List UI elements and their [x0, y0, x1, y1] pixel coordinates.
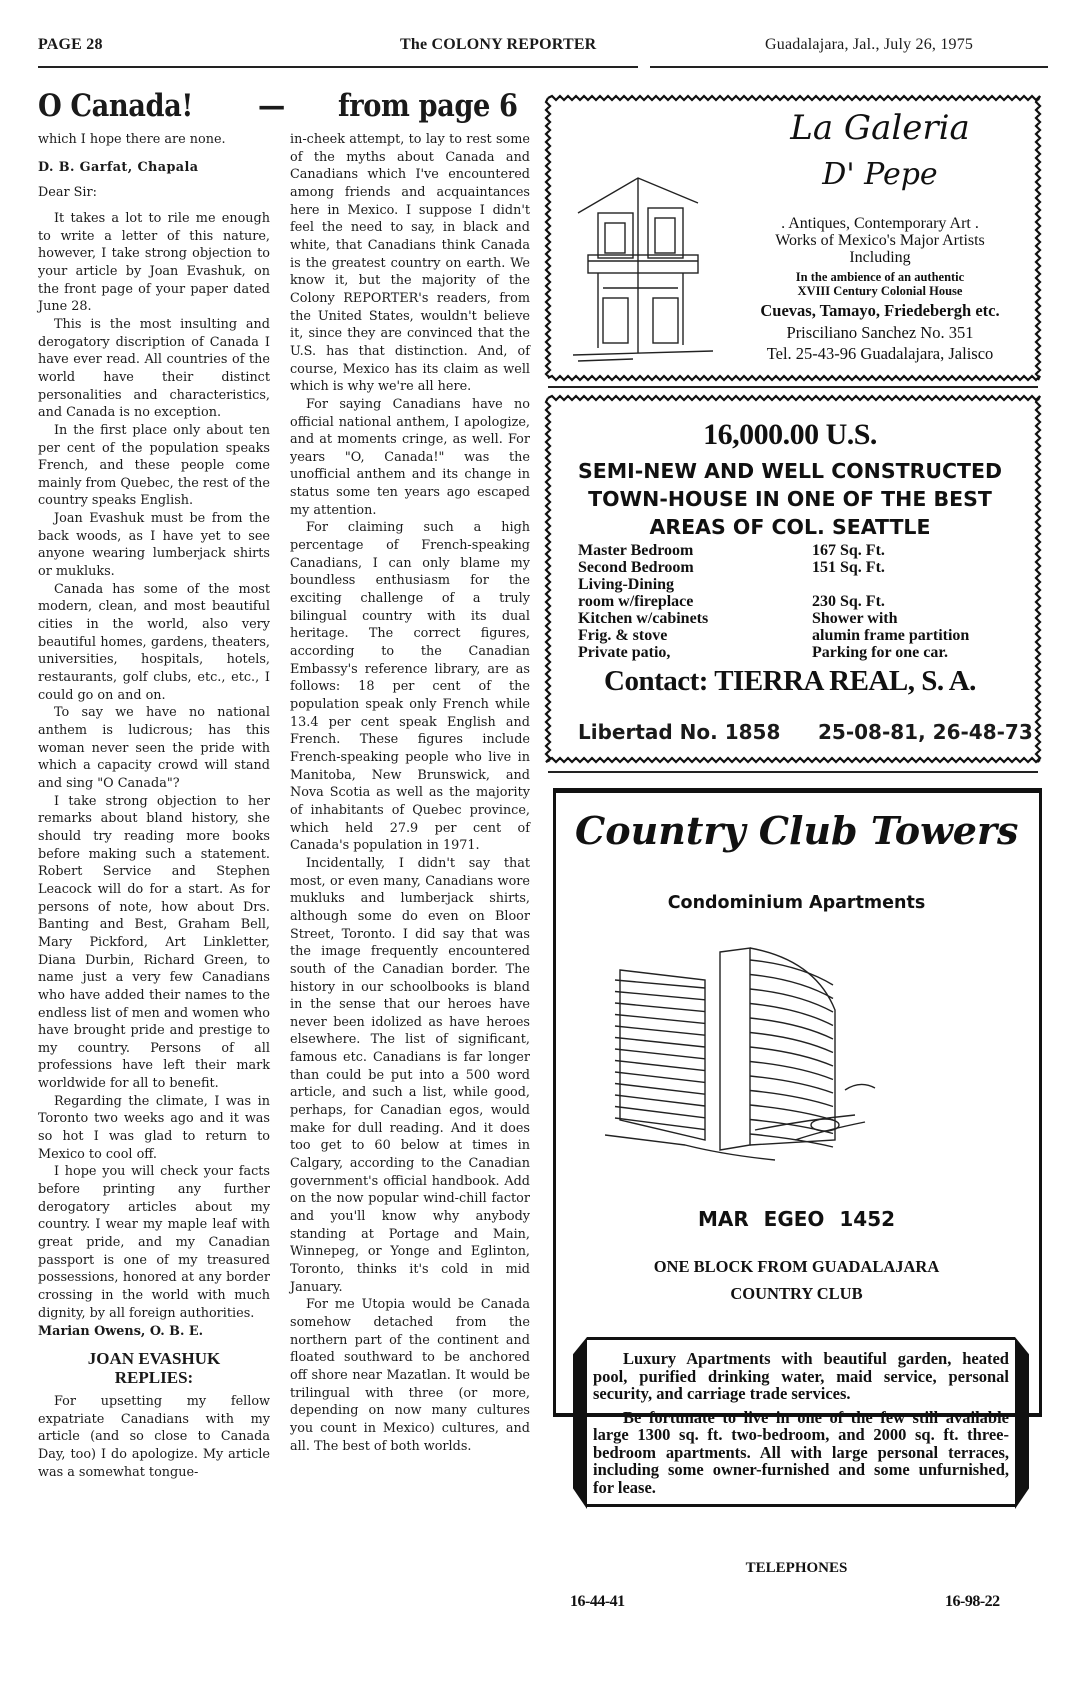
galeria-line: XVIII Century Colonial House — [797, 284, 963, 298]
headline-line: SEMI-NEW AND WELL CONSTRUCTED — [577, 459, 1003, 483]
townhouse-phones: 25-08-81, 26-48-73 — [818, 720, 1033, 744]
phone-left: 16-44-41 — [570, 1593, 625, 1610]
description-paragraph: Be fortunate to live in one of the few still available large 1300 sq. ft. two-bedroom, and 2000 sq. ft. three-bedroom apartments. All with large personal terraces, including some owner-furnished and some unfurnished, for lease. — [593, 1407, 1009, 1497]
paragraph: To say we have no national anthem is ludicrous; has this woman never seen the pride with which a capacity crowd will stand and sing "O Canada"? — [38, 705, 270, 791]
floor-line — [615, 980, 705, 988]
decorative-tab-left — [573, 1337, 587, 1509]
article-column-2 — [290, 131, 530, 1455]
page-number: PAGE 28 — [38, 36, 103, 53]
floor-line — [750, 1105, 833, 1120]
feature-item: Frig. & stove — [578, 627, 668, 644]
location-line: ONE BLOCK FROM GUADALAJARA — [653, 1257, 940, 1276]
paragraph: Canada has some of the most modern, clean, and most beautiful cities in the world, also very beautiful homes, gardens, theaters, universities, hospitals, hotels, restaurants, golf clubs, etc., etc., I could go on and on. — [38, 581, 270, 703]
salutation: Dear Sir: — [38, 185, 97, 201]
countryclub-address: MAR EGEO 1452 — [697, 1207, 896, 1231]
feature-item: Kitchen w/cabinets — [578, 610, 709, 627]
feature-value: 230 Sq. Ft. — [812, 593, 885, 610]
feature-item: Private patio, — [578, 644, 671, 661]
floor-line — [615, 1026, 705, 1035]
countryclub-title: Country Club Towers — [575, 808, 1019, 853]
floor-line — [615, 1107, 705, 1118]
galeria-line: Cuevas, Tamayo, Friedebergh etc. — [760, 301, 1000, 320]
letter-byline: D. B. Garfat, Chapala — [38, 159, 199, 175]
galeria-line: . Antiques, Contemporary Art . — [781, 215, 979, 232]
floor-line — [615, 992, 705, 1000]
paragraph: For upsetting my fellow expatriate Canadians with my article (and so close to Canada Day, too) I do apologize. My article was a somewhat tongue- — [38, 1393, 270, 1480]
countryclub-location — [555, 1253, 1038, 1307]
paragraph: Joan Evashuk must be from the back woods, as I have yet to see anyone wearing lumberjack shirts or mukluks. — [38, 511, 270, 580]
galeria-title-line1 — [735, 108, 1025, 148]
floor-line — [615, 1038, 705, 1048]
galeria-line: Including — [849, 249, 911, 266]
ad-divider — [548, 386, 1038, 388]
galeria-line: Works of Mexico's Major Artists — [775, 232, 985, 249]
townhouse-contact: Contact: TIERRA REAL, S. A. — [604, 665, 976, 697]
galeria-title-line2 — [735, 157, 1025, 192]
floor-line — [615, 1095, 705, 1106]
paragraph: in-cheek attempt, to lay to rest some of the myths about Canada and Canadians which I've encountered among friends and acquaintances here in Mexico. I suppose I didn't feel the need to say, in black and white, that Canadians think Canada is the greatest country on earth. We know it, but the majority of the Colony REPORTER's readers, from the United States, wouldn't believe it, since they are convinced that the U.S. has that distinction. And, of course, Mexico has its claim as well which is why we're all here. — [290, 132, 530, 395]
paragraph: In the first place only about ten per cent of the population speaks French, and these people come mainly from Quebec, the rest of the country speaks English. — [38, 422, 270, 509]
reply-subhead — [38, 1349, 270, 1387]
feature-value: 151 Sq. Ft. — [812, 559, 885, 576]
subhead-line: JOAN EVASHUK — [87, 1348, 221, 1368]
subhead-line: REPLIES: — [114, 1367, 194, 1387]
galeria-phone: Tel. 25-43-96 Guadalajara, Jalisco — [766, 344, 994, 363]
ad-divider — [548, 771, 1038, 773]
galeria-script-title: La Galeria — [790, 108, 970, 148]
galeria-details — [735, 215, 1025, 364]
decorative-tab-right — [1015, 1337, 1029, 1509]
feature-item: Master Bedroom — [578, 542, 694, 559]
floor-line — [750, 1091, 833, 1107]
headline-continuation: from page 6 — [338, 88, 518, 124]
townhouse-address: Libertad No. 1858 — [578, 720, 781, 744]
townhouse-price: 16,000.00 U.S. — [703, 418, 877, 451]
masthead-rule-left — [38, 66, 638, 68]
paragraph: For me Utopia would be Canada somehow detached from the northern part of the continent and floated southward to be anchored off shore near Mazatlan. It would be trilingual with three (or more, depending on now many cultures you count in Mexico) cultures, and all. The best of both worlds. — [290, 1297, 530, 1454]
apartment-towers-drawing-icon — [605, 940, 885, 1165]
paragraph: It takes a lot to rile me enough to write a letter of this nature, however, I take strong objection to your article by Joan Evashuk, on the front page of your paper dated June 28. — [38, 210, 270, 315]
paragraph: For claiming such a high percentage of French-speaking Canadians, I can only blame my boundless enthusiasm for the exciting challenge of a truly bilingual country with its dual heritage. The correct figures, according to the Canadian Embassy's reference library, are as follows: 18 per cent of the population speak only French while 13.4 per cent speak English and French. These figures include French-speaking people who live in Manitoba, New Brunswick, and Nova Scotia as well as the majority of inhabitants of Quebec province, which held 27.9 per cent of Canada's population in 1971. — [290, 520, 530, 854]
features-right — [812, 542, 969, 661]
publication-name: The COLONY REPORTER — [400, 36, 597, 53]
article-column-1 — [38, 131, 270, 1481]
paragraph: This is the most insulting and derogatory discription of Canada I have ever read. All countries of the world have their distinct personalities and characteristics, and Canada is no exception. — [38, 316, 270, 421]
paragraph: For saying Canadians have no official national anthem, I apologize, and at moments cringe, as well. For years "O, Canada!" was the unofficial anthem and its change in status some ten years ago escaped my attention. — [290, 396, 530, 518]
dateline: Guadalajara, Jal., July 26, 1975 — [765, 36, 974, 53]
location-line: COUNTRY CLUB — [730, 1284, 863, 1303]
feature-item: Second Bedroom — [578, 559, 694, 576]
floor-line — [615, 1003, 705, 1012]
phone-right: 16-98-22 — [945, 1593, 1000, 1610]
galeria-address: Prisciliano Sanchez No. 351 — [786, 323, 974, 342]
countryclub-subtitle: Condominium Apartments — [667, 893, 926, 913]
feature-value: 167 Sq. Ft. — [812, 542, 885, 559]
floor-line — [615, 1061, 705, 1071]
floor-line — [750, 1033, 833, 1053]
floor-line — [750, 1076, 833, 1093]
floor-line — [615, 1072, 705, 1082]
feature-value: alumin frame partition — [812, 627, 970, 644]
description-paragraph: Luxury Apartments with beautiful garden, heated pool, purified drinking water, maid service, personal security, and carriage trade services. — [593, 1349, 1009, 1403]
colonial-house-drawing-icon — [573, 173, 723, 373]
feature-item: room w/fireplace — [578, 593, 694, 610]
floor-line — [615, 1084, 705, 1095]
feature-value: Parking for one car. — [812, 644, 948, 661]
lead-text: which I hope there are none. — [38, 132, 226, 147]
features-left — [578, 542, 708, 661]
floor-line — [615, 1118, 705, 1130]
floor-line — [615, 1049, 705, 1059]
paragraph: I hope you will check your facts before printing any further derogatory articles about my country. I wear my maple leaf with great pride, and my Canadian passport is one of my treasured possessions, honored at any border crossing in the world with much dignity, by all foreign authorities. — [38, 1164, 270, 1321]
masthead-rule-right — [650, 66, 1048, 68]
townhouse-headline — [555, 457, 1025, 541]
letter-signature: Marian Owens, O. B. E. — [38, 1324, 204, 1340]
feature-value — [812, 576, 969, 593]
headline-dash: — — [258, 88, 285, 124]
paragraph: Regarding the climate, I was in Toronto two weeks ago and it was so hot I was glad to return to Mexico to cool off. — [38, 1093, 270, 1162]
floor-line — [750, 1004, 833, 1026]
feature-item: Living-Dining — [578, 576, 675, 593]
floor-line — [750, 1018, 833, 1039]
telephones-label: TELEPHONES — [745, 1560, 848, 1576]
headline-title: O Canada! — [38, 88, 193, 124]
countryclub-description-box — [587, 1337, 1015, 1507]
floor-line — [615, 1015, 705, 1024]
galeria-script-subtitle: D' Pepe — [822, 157, 938, 192]
headline-line: TOWN-HOUSE IN ONE OF THE BEST — [588, 487, 992, 511]
paragraph: Incidentally, I didn't say that most, or even many, Canadians wore mukluks and lumberjack shirts, although some do even on Bloor Street, Toronto. I did say that was the image frequently encountered south of the Canadian border. The history in our schoolbooks is bland in the sense that our heroes have never been idolized as have heroes elsewhere. The list of significant, famous etc. Canadians is far longer than could be put into a 500 word article, and such a list, while good, perhaps, for Canadian egos, would make for dull reading. And it does too get to 60 below at times in Calgary, according to the Canadian government's official handbook. Add on the now popular wind-chill factor and you'll know why anybody standing at Portage and Main, Winnepeg, or Yonge and Eglinton, Toronto, thinks it's cold in mid January. — [290, 855, 530, 1295]
galeria-line: In the ambience of an authentic — [795, 270, 965, 284]
feature-value: Shower with — [812, 610, 898, 627]
paragraph: I take strong objection to her remarks about bland history, she should try reading more books before making such a statement. Robert Service and Stephen Leacock will do for a start. As for persons of note, how about Drs. Banting and Best, Graham Bell, Mary Pickford, Art Linkletter, Diana Durbin, Richard Green, to name just a very few Canadians who have added their names to the endless list of men and women who have brought pride and prestige to my country. Persons of all professions have left their mark worldwide for all to benefit. — [38, 793, 270, 1092]
headline-line: AREAS OF COL. SEATTLE — [649, 515, 931, 539]
